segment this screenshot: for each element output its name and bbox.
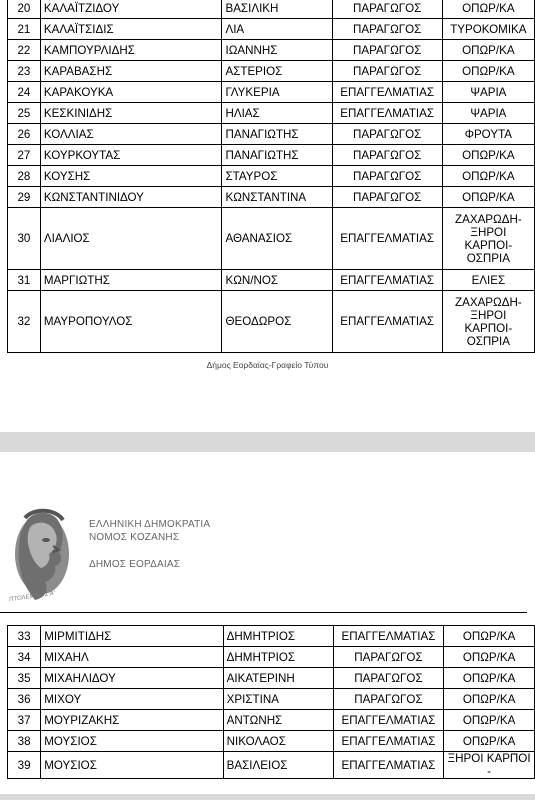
cell-num: 20 xyxy=(8,0,41,19)
cell-prod: ΟΠΩΡ/ΚΑ xyxy=(442,61,534,82)
cell-num: 29 xyxy=(8,187,41,208)
table-row xyxy=(8,689,535,710)
table-row xyxy=(8,19,535,40)
cell-first: ΙΩΑΝΝΗΣ xyxy=(222,40,332,61)
cell-num: 26 xyxy=(8,124,41,145)
page-separator-bottom xyxy=(0,794,535,800)
cell-first: ΗΛΙΑΣ xyxy=(222,103,332,124)
cell-prod: ΟΠΩΡ/ΚΑ xyxy=(442,0,534,19)
cell-prod: ΨΑΡΙΑ xyxy=(442,82,534,103)
cell-num: 39 xyxy=(8,752,41,779)
cell-prod: ΞΗΡΟΙ ΚΑΡΠΟΙ - xyxy=(444,752,535,779)
cell-last: ΚΑΛΑΪΤΣΙΔΙΣ xyxy=(40,19,222,40)
cell-num: 25 xyxy=(8,103,41,124)
cell-prod: ΖΑΧΑΡΩΔΗ-ΞΗΡΟΙ ΚΑΡΠΟΙ-ΟΣΠΡΙΑ xyxy=(442,291,534,353)
cell-type: ΕΠΑΓΓΕΛΜΑΤΙΑΣ xyxy=(333,626,443,647)
cell-first: ΓΛΥΚΕΡΙΑ xyxy=(222,82,332,103)
table-row xyxy=(8,82,535,103)
cell-type: ΕΠΑΓΓΕΛΜΑΤΙΑΣ xyxy=(333,710,443,731)
cell-type: ΠΑΡΑΓΩΓΟΣ xyxy=(333,647,443,668)
cell-type: ΠΑΡΑΓΩΓΟΣ xyxy=(332,187,442,208)
document-page-1 xyxy=(0,0,535,372)
cell-num: 28 xyxy=(8,166,41,187)
cell-type: ΕΠΑΓΓΕΛΜΑΤΙΑΣ xyxy=(332,103,442,124)
cell-type: ΠΑΡΑΓΩΓΟΣ xyxy=(332,145,442,166)
cell-prod: ΟΠΩΡ/ΚΑ xyxy=(444,731,535,752)
cell-first: ΛΙΑ xyxy=(222,19,332,40)
cell-last: ΜΙΡΜΙΤΙΔΗΣ xyxy=(41,626,223,647)
table-row xyxy=(8,40,535,61)
cell-prod: ΨΑΡΙΑ xyxy=(442,103,534,124)
cell-last: ΛΙΑΛΙΟΣ xyxy=(40,208,222,270)
table-row xyxy=(8,145,535,166)
cell-prod: ΟΠΩΡ/ΚΑ xyxy=(444,710,535,731)
cell-prod: ΟΠΩΡ/ΚΑ xyxy=(442,40,534,61)
cell-first: ΒΑΣΙΛΕΙΟΣ xyxy=(223,752,333,779)
cell-num: 34 xyxy=(8,647,41,668)
cell-num: 35 xyxy=(8,668,41,689)
table-row xyxy=(8,187,535,208)
cell-num: 33 xyxy=(8,626,41,647)
cell-type: ΠΑΡΑΓΩΓΟΣ xyxy=(332,40,442,61)
cell-type: ΠΑΡΑΓΩΓΟΣ xyxy=(332,61,442,82)
cell-prod: ΟΠΩΡ/ΚΑ xyxy=(444,668,535,689)
table-row xyxy=(8,0,535,19)
cell-last: ΚΕΣΚΙΝΙΔΗΣ xyxy=(40,103,222,124)
cell-last: ΚΟΥΡΚΟΥΤΑΣ xyxy=(40,145,222,166)
table-row xyxy=(8,752,535,779)
cell-prod: ΟΠΩΡ/ΚΑ xyxy=(444,689,535,710)
vendors-table-page-2 xyxy=(7,625,535,779)
cell-type: ΠΑΡΑΓΩΓΟΣ xyxy=(333,668,443,689)
cell-num: 36 xyxy=(8,689,41,710)
table-row xyxy=(8,166,535,187)
cell-num: 37 xyxy=(8,710,41,731)
page-gap xyxy=(0,372,535,452)
cell-last: ΜΑΥΡΟΠΟΥΛΟΣ xyxy=(40,291,222,353)
cell-num: 31 xyxy=(8,270,41,291)
cell-prod: ΟΠΩΡ/ΚΑ xyxy=(444,626,535,647)
cell-first: ΔΗΜΗΤΡΙΟΣ xyxy=(223,647,333,668)
cell-num: 27 xyxy=(8,145,41,166)
document-page-2 xyxy=(0,452,535,800)
cell-prod: ΟΠΩΡ/ΚΑ xyxy=(442,145,534,166)
table-row xyxy=(8,270,535,291)
cell-last: ΚΑΛΑΪΤΖΙΔΟΥ xyxy=(40,0,222,19)
cell-last: ΚΑΜΠΟΥΡΛΙΔΗΣ xyxy=(40,40,222,61)
emblem-signature: ΠΤΟΛΕΜΑΙΟΣ Α' xyxy=(8,590,56,604)
letterhead-rule xyxy=(0,612,527,613)
cell-type: ΕΠΑΓΓΕΛΜΑΤΙΑΣ xyxy=(332,208,442,270)
cell-type: ΠΑΡΑΓΩΓΟΣ xyxy=(332,19,442,40)
cell-first: ΝΙΚΟΛΑΟΣ xyxy=(223,731,333,752)
letterhead-municipality: ΔΗΜΟΣ ΕΟΡΔΑΙΑΣ xyxy=(89,559,181,570)
press-office-caption: Δήμος Εορδαίας-Γραφείο Τύπου xyxy=(206,360,329,370)
page-separator xyxy=(0,432,535,452)
cell-last: ΜΙΧΟΥ xyxy=(41,689,223,710)
cell-last: ΚΟΥΣΗΣ xyxy=(40,166,222,187)
vendors-table-page-1 xyxy=(7,0,535,353)
cell-last: ΚΑΡΑΚΟΥΚΑ xyxy=(40,82,222,103)
cell-first: ΠΑΝΑΓΙΩΤΗΣ xyxy=(222,145,332,166)
cell-type: ΕΠΑΓΓΕΛΜΑΤΙΑΣ xyxy=(332,82,442,103)
cell-num: 24 xyxy=(8,82,41,103)
cell-last: ΜΟΥΣΙΟΣ xyxy=(41,752,223,779)
cell-first: ΑΙΚΑΤΕΡΙΝΗ xyxy=(223,668,333,689)
cell-last: ΚΑΡΑΒΑΣΗΣ xyxy=(40,61,222,82)
cell-num: 22 xyxy=(8,40,41,61)
cell-first: ΚΩΝ/ΝΟΣ xyxy=(222,270,332,291)
cell-last: ΚΩΝΣΤΑΝΤΙΝΙΔΟΥ xyxy=(40,187,222,208)
table-row xyxy=(8,626,535,647)
cell-num: 38 xyxy=(8,731,41,752)
table-row xyxy=(8,124,535,145)
cell-first: ΑΘΑΝΑΣΙΟΣ xyxy=(222,208,332,270)
cell-prod: ΟΠΩΡ/ΚΑ xyxy=(442,187,534,208)
cell-last: ΜΙΧΑΗΛΙΔΟΥ xyxy=(41,668,223,689)
cell-type: ΠΑΡΑΓΩΓΟΣ xyxy=(333,689,443,710)
cell-last: ΚΟΛΛΙΑΣ xyxy=(40,124,222,145)
letterhead-prefecture: ΝΟΜΟΣ ΚΟΖΑΝΗΣ xyxy=(89,532,180,543)
table-row xyxy=(8,208,535,270)
cell-prod: ΦΡΟΥΤΑ xyxy=(442,124,534,145)
cell-first: ΑΝΤΩΝΗΣ xyxy=(223,710,333,731)
vendors-table-body-2 xyxy=(8,626,535,779)
cell-type: ΠΑΡΑΓΩΓΟΣ xyxy=(332,166,442,187)
cell-first: ΔΗΜΗΤΡΙΟΣ xyxy=(223,626,333,647)
cell-first: ΒΑΣΙΛΙΚΗ xyxy=(222,0,332,19)
letterhead-republic: ΕΛΛΗΝΙΚΗ ΔΗΜΟΚΡΑΤΙΑ xyxy=(89,519,211,530)
cell-first: ΑΣΤΕΡΙΟΣ xyxy=(222,61,332,82)
vendors-table-body-1 xyxy=(8,0,535,353)
cell-prod: ΟΠΩΡ/ΚΑ xyxy=(442,166,534,187)
cell-first: ΠΑΝΑΓΙΩΤΗΣ xyxy=(222,124,332,145)
cell-first: ΧΡΙΣΤΙΝΑ xyxy=(223,689,333,710)
cell-type: ΠΑΡΑΓΩΓΟΣ xyxy=(332,124,442,145)
cell-type: ΕΠΑΓΓΕΛΜΑΤΙΑΣ xyxy=(333,731,443,752)
cell-last: ΜΙΧΑΗΛ xyxy=(41,647,223,668)
cell-prod: ΤΥΡΟΚΟΜΙΚΑ xyxy=(442,19,534,40)
cell-prod: ΖΑΧΑΡΩΔΗ-ΞΗΡΟΙ ΚΑΡΠΟΙ-ΟΣΠΡΙΑ xyxy=(442,208,534,270)
cell-prod: ΕΛΙΕΣ xyxy=(442,270,534,291)
table-row xyxy=(8,291,535,353)
cell-first: ΘΕΟΔΩΡΟΣ xyxy=(222,291,332,353)
cell-last: ΜΟΥΡΙΖΑΚΗΣ xyxy=(41,710,223,731)
table-row xyxy=(8,61,535,82)
cell-num: 23 xyxy=(8,61,41,82)
cell-num: 21 xyxy=(8,19,41,40)
cell-last: ΜΑΡΓΙΩΤΗΣ xyxy=(40,270,222,291)
table-row xyxy=(8,647,535,668)
table-row xyxy=(8,103,535,124)
cell-type: ΕΠΑΓΓΕΛΜΑΤΙΑΣ xyxy=(332,270,442,291)
table-row xyxy=(8,731,535,752)
cell-type: ΠΑΡΑΓΩΓΟΣ xyxy=(332,0,442,19)
cell-num: 30 xyxy=(8,208,41,270)
table-row xyxy=(8,710,535,731)
cell-type: ΕΠΑΓΓΕΛΜΑΤΙΑΣ xyxy=(332,291,442,353)
cell-first: ΚΩΝΣΤΑΝΤΙΝΑ xyxy=(222,187,332,208)
table-row xyxy=(8,668,535,689)
cell-prod: ΟΠΩΡ/ΚΑ xyxy=(444,647,535,668)
cell-last: ΜΟΥΣΙΟΣ xyxy=(41,731,223,752)
cell-type: ΕΠΑΓΓΕΛΜΑΤΙΑΣ xyxy=(333,752,443,779)
cell-num: 32 xyxy=(8,291,41,353)
cell-first: ΣΤΑΥΡΟΣ xyxy=(222,166,332,187)
